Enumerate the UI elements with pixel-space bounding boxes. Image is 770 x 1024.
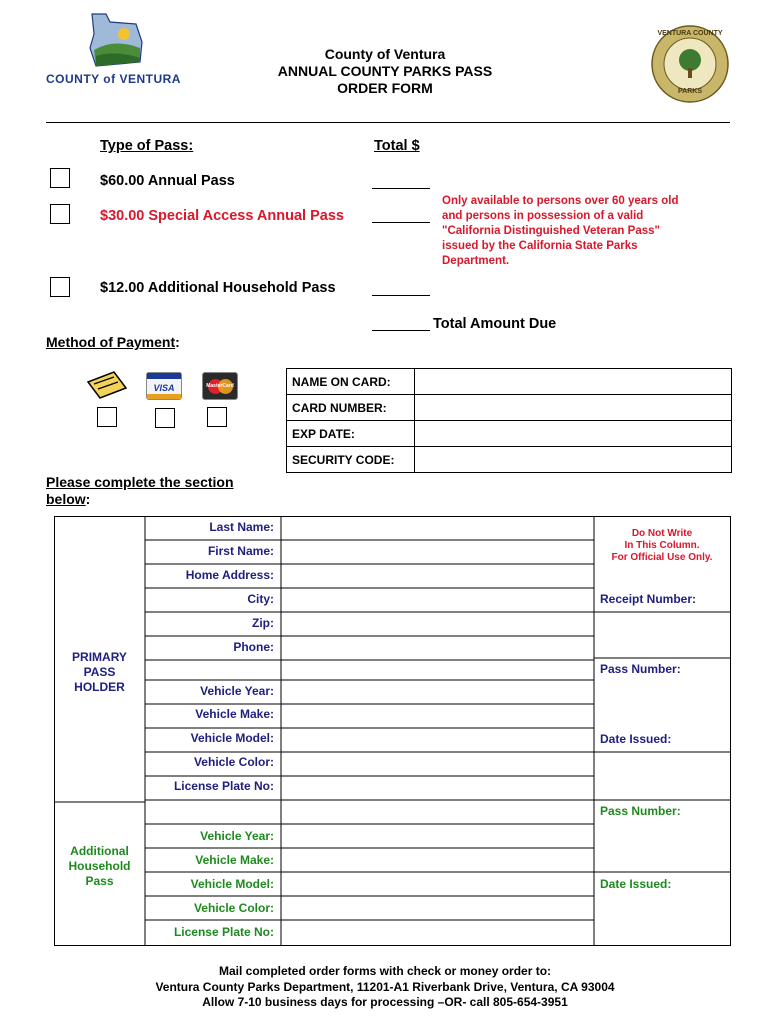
annual-pass-label: $60.00 Annual Pass [100,173,235,189]
phone-field[interactable] [282,637,594,659]
phone-label: Phone: [233,640,274,654]
mailing-instructions: Mail completed order forms with check or money order to: Ventura County Parks Department, 11201-A1 Riverbank Drive, Ventura, CA 93004 Allow 7-10 business days for processing –OR- call 805-654-3951 [155,964,615,1009]
special-pass-checkbox[interactable] [50,204,70,224]
city-field[interactable] [282,589,594,611]
table-row [287,395,732,421]
visa-card-icon: VISA [146,372,182,400]
primary-pass-holder-label: PRIMARY PASS HOLDER [72,650,127,694]
exp-date-label: EXP DATE: [287,421,415,447]
mastercard-icon: MasterCard [202,372,238,400]
home-address-field[interactable] [282,565,594,587]
header-divider [46,122,730,123]
table-row [287,369,732,395]
zip-label: Zip: [252,616,274,630]
form-title: County of Ventura ANNUAL COUNTY PARKS PASS ORDER FORM [277,46,493,96]
special-pass-total-field[interactable] [372,222,430,223]
check-icon [84,368,130,405]
table-row [287,421,732,447]
exp-date-field[interactable] [415,421,732,447]
zip-field[interactable] [282,613,594,635]
security-code-field[interactable] [415,447,732,473]
visa-payment-checkbox[interactable] [155,408,175,428]
household-pass-total-field[interactable] [372,295,430,296]
name-on-card-label: NAME ON CARD: [287,369,415,395]
payment-heading: Method of Payment: [46,334,180,350]
date-issued-label: Date Issued: [600,732,672,746]
vehicle-model-label: Vehicle Model: [190,731,274,745]
special-pass-label: $30.00 Special Access Annual Pass [100,208,344,224]
seal-text: VENTURA COUNTY [657,30,723,37]
last-name-field[interactable] [282,517,594,539]
additional-household-label: Additional Household Pass [68,844,131,888]
name-on-card-field[interactable] [415,369,732,395]
security-code-label: SECURITY CODE: [287,447,415,473]
first-name-label: First Name: [207,544,274,558]
license-plate-label: License Plate No: [173,779,274,793]
total-due-label: Total Amount Due [433,316,557,332]
pass-number-label: Pass Number: [600,662,681,676]
household-pass-label: $12.00 Additional Household Pass [100,280,336,296]
vehicle-color-label: Vehicle Color: [193,755,274,769]
official-use-note: Do Not Write In This Column. For Official Use Only. [611,528,713,563]
complete-section-heading: Please complete the section below: [46,474,234,507]
first-name-field[interactable] [282,541,594,563]
type-of-pass-heading: Type of Pass: [100,138,194,154]
home-address-label: Home Address: [185,568,274,582]
table-row [287,447,732,473]
mastercard-payment-checkbox[interactable] [207,407,227,427]
city-label: City: [247,592,274,606]
additional-vehicle-color-label: Vehicle Color: [193,901,274,915]
receipt-number-label: Receipt Number: [600,592,697,606]
card-number-label: CARD NUMBER: [287,395,415,421]
additional-vehicle-year-label: Vehicle Year: [200,829,274,843]
total-heading: Total $ [374,138,420,154]
county-logo-text: COUNTY of VENTURA [46,72,181,86]
date-issued-label-2: Date Issued: [600,877,672,891]
total-due-field[interactable] [372,330,430,331]
annual-pass-checkbox[interactable] [50,168,70,188]
household-pass-checkbox[interactable] [50,277,70,297]
card-details-table [286,368,732,473]
special-pass-note: Only available to persons over 60 years old and persons in possession of a valid "California Distinguished Veteran Pass" issued by the California State Parks Department. [442,195,679,267]
additional-vehicle-make-label: Vehicle Make: [195,853,274,867]
annual-pass-total-field[interactable] [372,188,430,189]
last-name-label: Last Name: [209,520,274,534]
card-number-field[interactable] [415,395,732,421]
vehicle-year-label: Vehicle Year: [200,684,274,698]
additional-license-plate-label: License Plate No: [173,925,274,939]
vehicle-make-label: Vehicle Make: [195,707,274,721]
check-payment-checkbox[interactable] [97,407,117,427]
additional-vehicle-model-label: Vehicle Model: [190,877,274,891]
seal-text-bottom: PARKS [678,88,702,95]
pass-number-label-2: Pass Number: [600,804,681,818]
